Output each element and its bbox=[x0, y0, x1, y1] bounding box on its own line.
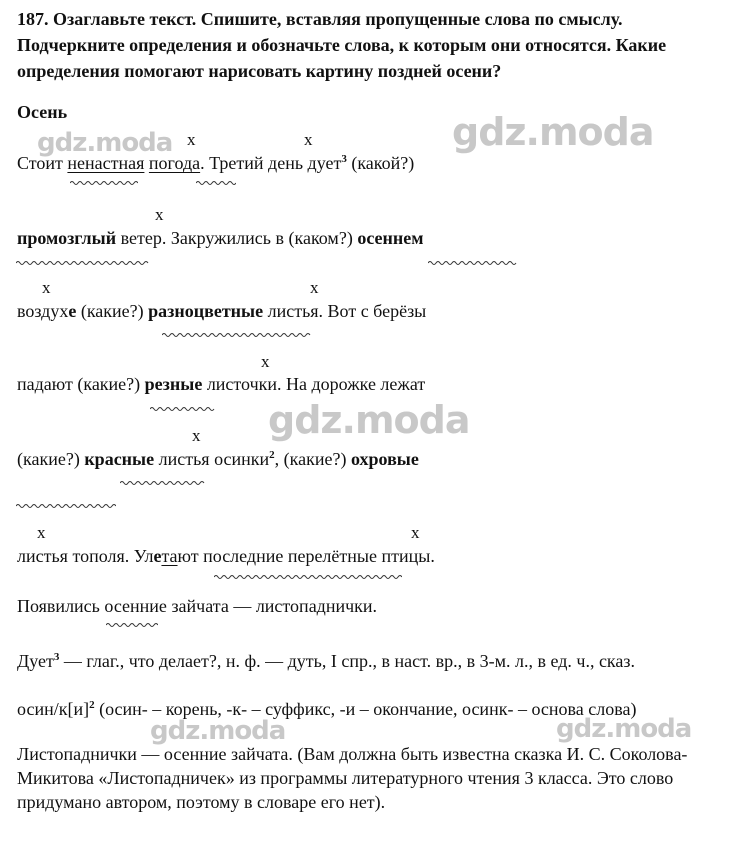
wavy-underline bbox=[214, 574, 402, 580]
x-mark: x bbox=[42, 278, 51, 297]
text-line-6: листья тополя. Улетают последние перелётные птицы. bbox=[17, 546, 435, 566]
wavy-underline bbox=[16, 260, 150, 266]
inserted-word: разноцветные bbox=[148, 301, 264, 321]
wavy-underline bbox=[162, 332, 312, 338]
text-line-3: воздухе (какие?) разноцветные листья. Вот с берёзы bbox=[17, 301, 427, 321]
inserted-word: охровые bbox=[350, 449, 419, 469]
watermark: gdz.moda bbox=[452, 110, 654, 154]
inserted-word: красные bbox=[84, 449, 155, 469]
definition: ненастная bbox=[67, 153, 145, 173]
x-mark: x bbox=[411, 523, 420, 542]
morph-note-1: Дует$^3$ — глаг., что делает?, н. ф. — дуть, I спр., в наст. вр., в 3-м. л., в ед. ч., сказ. bbox=[17, 651, 636, 671]
inserted-word: промозглый bbox=[17, 228, 117, 248]
x-mark: x bbox=[310, 278, 319, 297]
inserted-word: осеннем bbox=[357, 228, 424, 248]
wavy-underline bbox=[70, 180, 138, 186]
x-mark: x bbox=[261, 352, 270, 371]
x-mark: x bbox=[304, 130, 313, 149]
wavy-underline bbox=[120, 480, 206, 486]
watermark: gdz.moda bbox=[556, 714, 692, 744]
wavy-underline bbox=[196, 180, 236, 186]
noun: погода bbox=[148, 153, 201, 173]
text-line-5: (какие?) красные листья осинки$^2$, (какие?) охровые bbox=[17, 449, 419, 469]
watermark: gdz.moda bbox=[37, 128, 173, 158]
task-text: 187. Озаглавьте текст. Спишите, вставляя пропущенные слова по смыслу. Подчеркните определения и обозначьте слова, к которым они относятся. Какие определения помогают нарисовать картину поздней осени? bbox=[17, 9, 667, 81]
watermark: gdz.moda bbox=[268, 398, 470, 442]
text-line-1: Стоит ненастная погода. Третий день дует$^3$ (какой?) bbox=[17, 153, 415, 173]
text-line-2: промозглый ветер. Закружились в (каком?) осеннем bbox=[17, 228, 424, 248]
explanation-note: Листопаднички — осенние зайчата. (Вам должна быть известна сказка И. С. Соколова-Микитова «Листопадничек» из программы литературного чтения 3 класса. Это слово придумано автором, поэтому в словаре его нет). bbox=[17, 744, 688, 812]
morph-note-2: осин/$к[и]^2$ (осин- – корень, -к- – суффикс, -и – окончание, осинк- – основа слова) bbox=[17, 699, 637, 719]
watermark: gdz.moda bbox=[150, 716, 286, 746]
x-mark: x bbox=[37, 523, 46, 542]
x-mark: x bbox=[192, 426, 201, 445]
text-title: Осень bbox=[17, 102, 68, 122]
wavy-underline bbox=[106, 622, 158, 628]
wavy-underline bbox=[16, 503, 116, 509]
text-line-4: падают (какие?) резные листочки. На дорожке лежат bbox=[17, 374, 426, 394]
wavy-underline bbox=[428, 260, 518, 266]
x-mark: x bbox=[187, 130, 196, 149]
inserted-word: резные bbox=[144, 374, 203, 394]
x-mark: x bbox=[155, 205, 164, 224]
wavy-underline bbox=[150, 406, 216, 412]
text-line-7: Появились осенние зайчата — листопаднички. bbox=[17, 596, 378, 616]
